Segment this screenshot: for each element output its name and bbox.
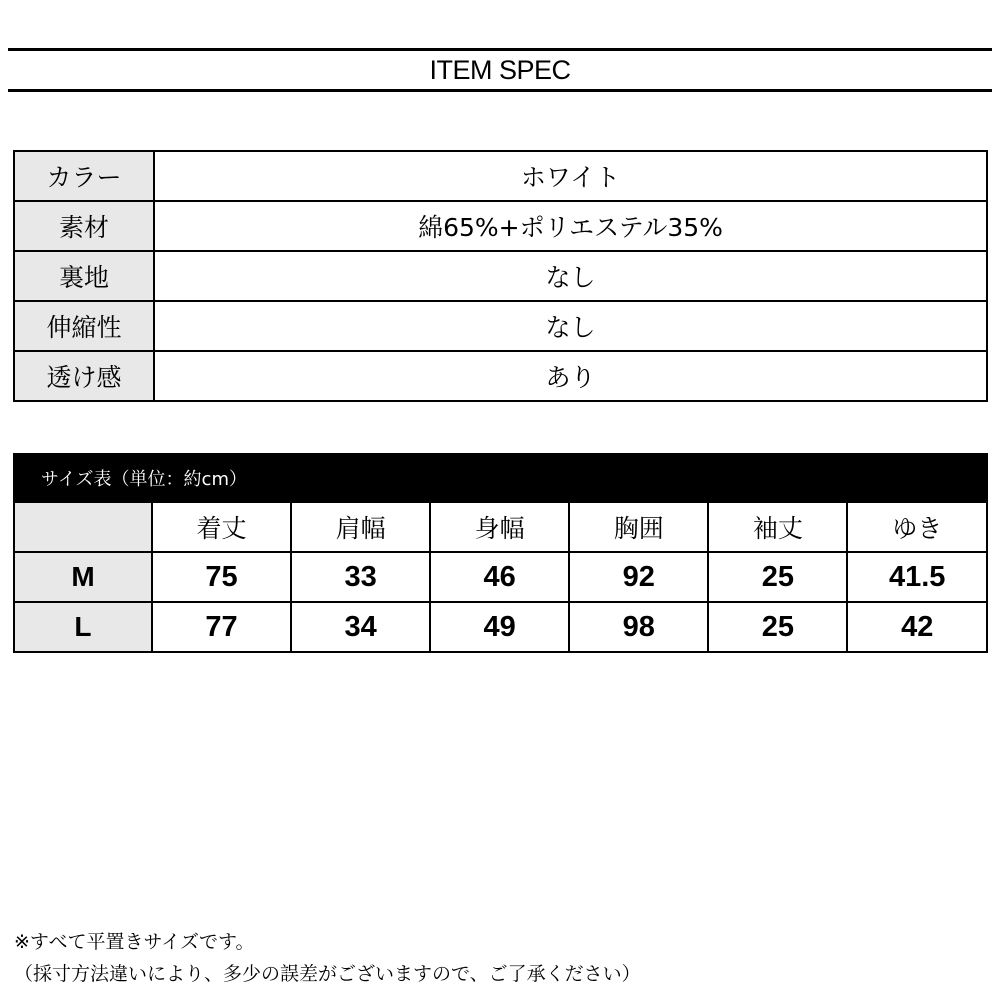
- size-value: 98: [569, 602, 708, 652]
- size-row-m: [14, 552, 987, 602]
- size-value: 33: [291, 552, 430, 602]
- size-label: M: [14, 552, 152, 602]
- size-value: 25: [708, 552, 847, 602]
- size-table: [13, 453, 988, 653]
- spec-row-sheerness: [14, 351, 987, 401]
- size-value: 34: [291, 602, 430, 652]
- size-label: L: [14, 602, 152, 652]
- size-value: 92: [569, 552, 708, 602]
- size-value: 49: [430, 602, 569, 652]
- spec-value: 綿65%+ポリエステル35%: [154, 201, 987, 251]
- spec-value: ホワイト: [154, 151, 987, 201]
- size-value: 46: [430, 552, 569, 602]
- spec-row-stretch: [14, 301, 987, 351]
- spec-table: [13, 150, 988, 402]
- size-value: 42: [847, 602, 987, 652]
- spec-row-material: [14, 201, 987, 251]
- note-line: （採寸方法違いにより、多少の誤差がございますので、ご了承ください）: [14, 963, 641, 985]
- size-column-header-row: [14, 502, 987, 552]
- spec-label: カラー: [14, 151, 154, 201]
- spec-value: なし: [154, 251, 987, 301]
- spec-row-lining: [14, 251, 987, 301]
- spec-label: 伸縮性: [14, 301, 154, 351]
- spec-label: 透け感: [14, 351, 154, 401]
- size-table-header-row: [14, 454, 987, 502]
- spec-value: なし: [154, 301, 987, 351]
- column-header: 身幅: [430, 502, 569, 552]
- notes: [14, 926, 641, 990]
- note-line: ※すべて平置きサイズです。: [14, 931, 255, 953]
- size-value: 41.5: [847, 552, 987, 602]
- column-header: 肩幅: [291, 502, 430, 552]
- size-value: 75: [152, 552, 291, 602]
- size-table-heading: サイズ表（単位：約cm）: [14, 454, 987, 502]
- column-header: ゆき: [847, 502, 987, 552]
- spec-value: あり: [154, 351, 987, 401]
- title-band: [8, 48, 992, 92]
- size-row-l: [14, 602, 987, 652]
- size-value: 77: [152, 602, 291, 652]
- size-table-corner: [14, 502, 152, 552]
- spec-label: 素材: [14, 201, 154, 251]
- page-title: ITEM SPEC: [429, 54, 571, 85]
- column-header: 袖丈: [708, 502, 847, 552]
- size-value: 25: [708, 602, 847, 652]
- spec-row-color: [14, 151, 987, 201]
- column-header: 胸囲: [569, 502, 708, 552]
- spec-label: 裏地: [14, 251, 154, 301]
- column-header: 着丈: [152, 502, 291, 552]
